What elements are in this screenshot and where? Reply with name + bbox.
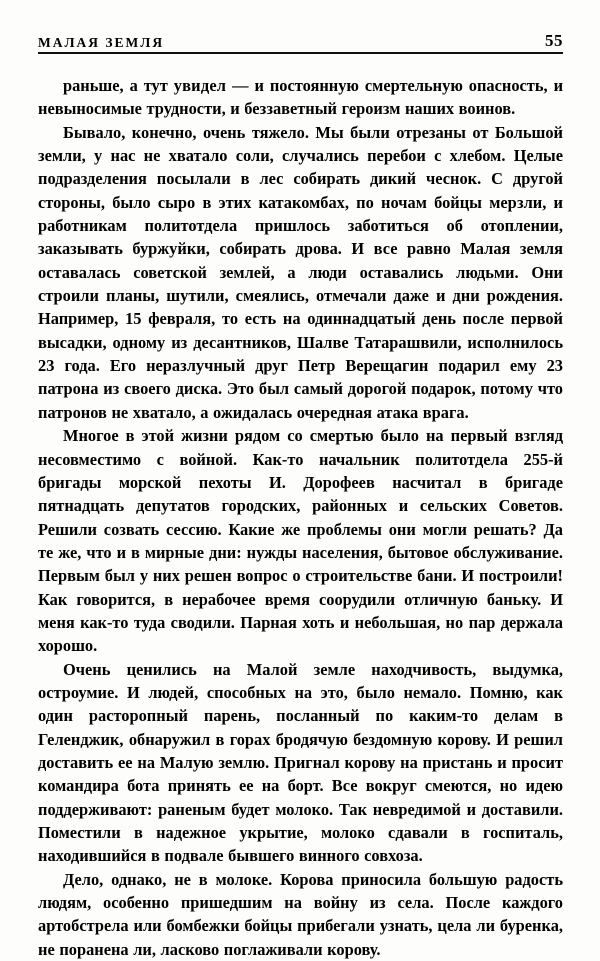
paragraph: Бывало, конечно, очень тяжело. Мы были отрезаны от Большой земли, у нас не хватало соли, случались перебои с хлебом. Целые подразделения посылали в лес собирать дикий чеснок. С другой стороны, было сыро в этих катакомбах, по ночам бойцы мерзли, и работникам политотдела пришлось заботиться об отоплении, заказывать буржуйки, собирать дрова. И все равно Малая земля оставалась советской землей, а люди оставались людьми. Они строили планы, шутили, смеялись, отмечали даже и дни рождения. Например, 15 февраля, то есть на одиннадцатый день после первой высадки, одному из десантников, Шалве Татарашвили, исполнилось 23 года. Его неразлучный друг Петр Верещагин подарил ему 23 патрона из своего диска. Это был самый дорогой подарок, потому что патронов не хватало, а ожидалась очередная атака врага. [38, 122, 563, 422]
running-head: МАЛАЯ ЗЕМЛЯ [38, 34, 165, 50]
paragraph: Очень ценились на Малой земле находчивость, выдумка, остроумие. И людей, способных на это, было немало. Помню, как один расторопный парень, посланный по каким-то делам в Геленджик, обнаружил в горах бродячую бездомную корову. И решил доставить ее на Малую землю. Пригнал корову на пристань и просит командира бота принять ее на борт. Все вокруг смеются, но идею поддерживают: раненым будет молоко. Так невредимой и доставили. Поместили в надежное укрытие, молоко сдавали в госпиталь, находившийся в подвале бывшего винного совхоза. [38, 659, 563, 866]
page-header [38, 27, 563, 49]
emphasized-word: увидел [173, 76, 227, 95]
page-number: 55 [545, 31, 563, 50]
header-divider [38, 52, 563, 54]
paragraph-text-before-emphasis: раньше, а тут [63, 76, 174, 95]
paragraph-continuation [38, 74, 563, 121]
paragraph: Дело, однако, не в молоке. Корова приносила большую радость людям, особенно пришедшим на войну из села. После каждого артобстрела или бомбежки бойцы прибегали узнать, цела ли буренка, не поранена ли, ласково поглаживали корову. [38, 869, 563, 959]
body-text [38, 74, 563, 961]
page-content-area [38, 27, 563, 961]
paragraph-text-after-emphasis: — и постоянную смертельную опасность, и невыносимые трудности, и беззаветный героизм наших воинов. [38, 76, 564, 119]
paragraph: Многое в этой жизни рядом со смертью было на первый взгляд несовместимо с войной. Как-то начальник политотдела 255-й бригады морской пехоты И. Дорофеев насчитал в бригаде пятнадцать депутатов городских, районных и сельских Советов. Решили созвать сессию. Какие же проблемы они могли решать? Да те же, что и в мирные дни: нужды населения, бытовое обслуживание. Первым был у них решен вопрос о строительстве бани. И построили! Как говорится, в нерабочее время соорудили отличную баньку. И меня как-то туда сводили. Парная хоть и небольшая, но пар держала хорошо. [38, 426, 563, 656]
